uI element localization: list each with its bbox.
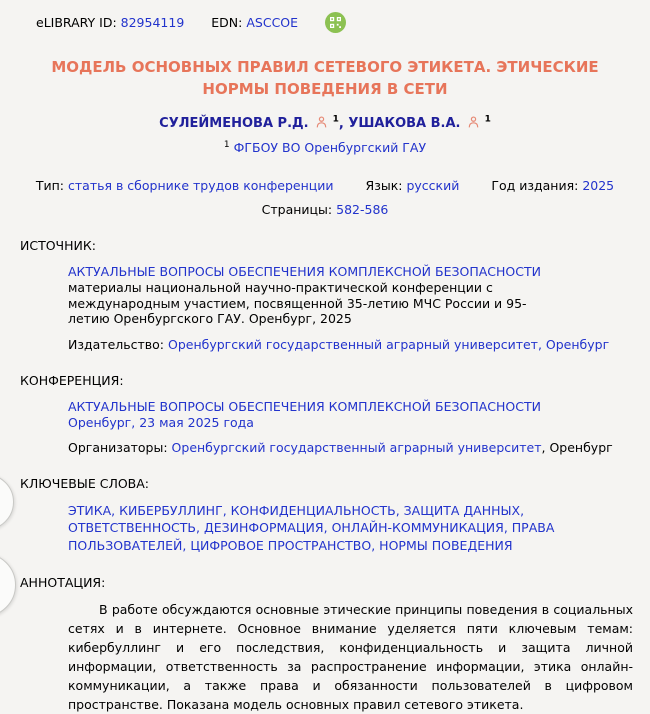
keyword-separator: , [395,502,404,518]
keyword-link[interactable]: КОНФИДЕНЦИАЛЬНОСТЬ [230,502,396,518]
meta-language [366,178,464,193]
pages-label: Страницы: [261,202,333,218]
edn-label: EDN: [211,15,243,30]
keyword-separator: , [520,502,525,518]
author [348,116,491,131]
publisher-label: Издательство: [68,336,165,352]
keyword-separator: , [182,537,191,553]
source-content [68,264,630,352]
source-description: материалы национальной научно-практической конференции с международным участием, посвященной 35-летию МЧС России и 95-летию Оренбургского ГАУ. Оренбург, 2025 [68,280,527,327]
year-value[interactable]: 2025 [582,178,615,194]
authors-line [0,115,650,131]
affiliation-line [0,140,650,155]
source-section [0,238,650,352]
author-separator: , [338,116,349,132]
author-name-link[interactable]: СУЛЕЙМЕНОВА Р.Д. [159,116,309,132]
person-icon[interactable] [468,116,479,128]
meta-row [0,178,650,193]
conference-content [68,399,630,455]
type-label: Тип: [35,178,65,194]
source-title-link[interactable]: АКТУАЛЬНЫЕ ВОПРОСЫ ОБЕСПЕЧЕНИЯ КОМПЛЕКСНОЙ БЕЗОПАСНОСТИ [68,264,541,280]
author-affiliation-ref: 1 [332,115,339,125]
person-icon[interactable] [316,116,327,128]
annotation-text: В работе обсуждаются основные этические принципы поведения в социальных сетях и в интернете. Основное внимание уделяется пяти ключевым темам: кибербуллинг и его последствия, конфиденциальность и защита личной информации, ответственность за распространение информации, этика онлайн-коммуникации, а также права и обязанности пользователей в цифровом пространстве. Показана модель основных правил сетевого этикета. [68,602,633,713]
keywords-list [68,502,573,555]
keyword-separator: , [111,502,120,518]
edn-value[interactable]: ASCCOE [246,15,299,30]
keyword-separator: , [503,520,512,536]
organizers-line [68,440,630,455]
organizers-label: Организаторы: [68,439,168,455]
keywords-section [0,476,650,555]
keywords-heading: КЛЮЧЕВЫЕ СЛОВА: [20,475,150,491]
meta-year [491,178,614,193]
affiliation-link[interactable]: ФГБОУ ВО Оренбургский ГАУ [233,140,427,156]
language-label: Язык: [365,178,403,194]
keyword-link[interactable]: ЗАЩИТА ДАННЫХ [403,502,521,518]
annotation-section [0,575,650,714]
year-label: Год издания: [491,178,579,194]
keyword-link[interactable]: ОТВЕТСТВЕННОСТЬ [68,520,196,536]
meta-type [36,178,338,193]
keyword-link[interactable]: ЦИФРОВОЕ ПРОСТРАНСТВО [190,537,372,553]
conference-place-date[interactable]: Оренбург, 23 мая 2025 года [68,414,254,430]
elibrary-id [36,15,184,30]
edn [211,15,298,30]
pages-row [0,202,650,217]
organizer-suffix: , Оренбург [541,439,613,455]
language-value[interactable]: русский [406,178,460,194]
organizer-link[interactable]: Оренбургский государственный аграрный университет [171,439,542,455]
keyword-link[interactable]: ЭТИКА [68,502,112,518]
author [159,116,339,131]
keyword-separator: , [196,520,204,536]
author-name-link[interactable]: УШАКОВА В.А. [348,116,461,132]
annotation-heading: АННОТАЦИЯ: [20,575,106,591]
identifier-bar [0,0,650,33]
affiliation-ref: 1 [223,140,230,151]
elibrary-id-label: eLIBRARY ID: [36,15,117,30]
source-heading: ИСТОЧНИК: [20,238,96,254]
author-affiliation-ref: 1 [484,115,491,125]
conference-heading: КОНФЕРЕНЦИЯ: [20,372,124,388]
qr-code-icon[interactable] [325,12,346,33]
keyword-link[interactable]: ДЕЗИНФОРМАЦИЯ [203,520,324,536]
publisher-line [68,337,630,352]
conference-section [0,373,650,455]
keyword-link[interactable]: ПРАВА ПОЛЬЗОВАТЕЛЕЙ [68,520,555,553]
article-title: МОДЕЛЬ ОСНОВНЫХ ПРАВИЛ СЕТЕВОГО ЭТИКЕТА. ЭТИЧЕСКИЕ НОРМЫ ПОВЕДЕНИЯ В СЕТИ [51,58,599,98]
elibrary-id-value[interactable]: 82954119 [120,15,185,30]
keyword-link[interactable]: НОРМЫ ПОВЕДЕНИЯ [379,537,513,553]
keyword-separator: , [222,502,231,518]
keyword-link[interactable]: ОНЛАЙН-КОММУНИКАЦИЯ [331,520,504,536]
publisher-link[interactable]: Оренбургский государственный аграрный университет, Оренбург [168,336,610,352]
keyword-link[interactable]: КИБЕРБУЛЛИНГ [119,502,223,518]
conference-title-link[interactable]: АКТУАЛЬНЫЕ ВОПРОСЫ ОБЕСПЕЧЕНИЯ КОМПЛЕКСНОЙ БЕЗОПАСНОСТИ [68,398,541,414]
pages-value[interactable]: 582-586 [336,202,389,218]
keyword-separator: , [323,520,332,536]
type-value[interactable]: статья в сборнике трудов конференции [68,178,334,194]
keyword-separator: , [371,537,380,553]
